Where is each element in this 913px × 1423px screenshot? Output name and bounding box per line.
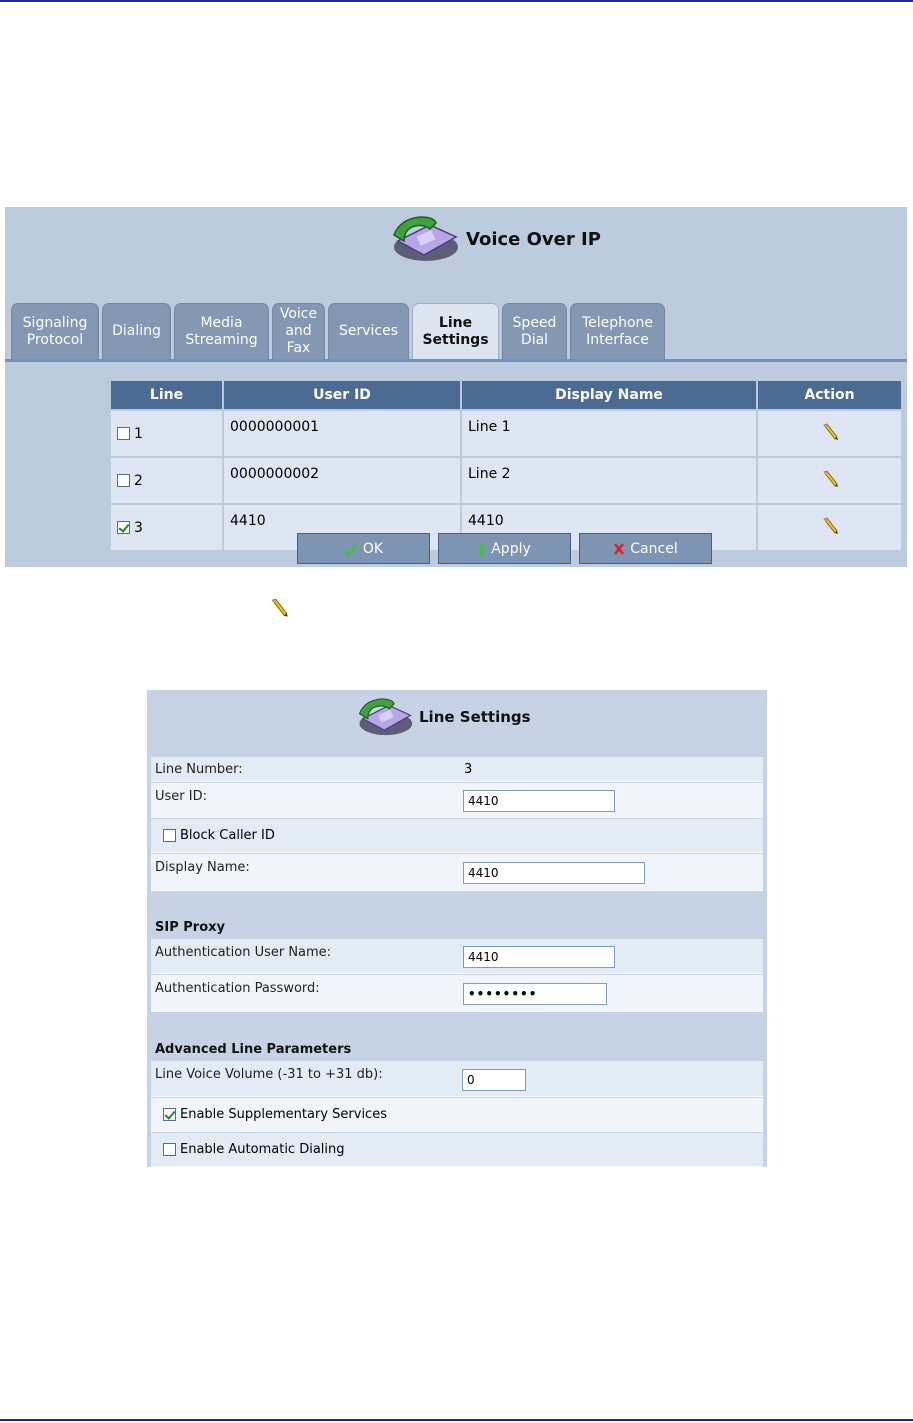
column-header-display-name: Display Name <box>461 380 757 410</box>
block-caller-id-checkbox[interactable] <box>163 829 176 842</box>
display-name-label: Display Name: <box>155 860 250 875</box>
page-bottom-rule <box>0 1419 913 1421</box>
line-cell <box>110 457 223 504</box>
action-cell <box>757 410 902 457</box>
automatic-dialing-checkbox[interactable] <box>163 1143 176 1156</box>
cancel-label: Cancel <box>630 540 678 557</box>
table-header-row <box>110 380 902 410</box>
supplementary-services-label: Enable Supplementary Services <box>180 1107 387 1122</box>
tab-telephone-interface[interactable]: Telephone Interface <box>570 303 665 359</box>
tab-line-settings[interactable]: Line Settings <box>412 303 499 359</box>
column-header-action: Action <box>757 380 902 410</box>
edit-pencil-icon[interactable] <box>820 516 840 536</box>
user-id-label: User ID: <box>155 789 207 804</box>
auth-password-row <box>151 975 763 1012</box>
block-caller-id-option <box>163 828 275 843</box>
display-name-row <box>151 854 763 891</box>
voip-tabs <box>11 303 668 359</box>
button-bar <box>297 533 712 564</box>
voip-title: Voice Over IP <box>466 228 601 250</box>
automatic-dialing-row <box>151 1133 763 1167</box>
column-header-user-id: User ID <box>223 380 461 410</box>
display-name-cell: Line 1 <box>461 410 757 457</box>
tab-signaling-protocol[interactable]: Signaling Protocol <box>11 303 99 359</box>
cancel-button[interactable] <box>579 533 712 564</box>
block-caller-id-row <box>151 819 763 853</box>
line-3-checkbox[interactable] <box>117 521 130 534</box>
cancel-x-icon <box>613 542 625 556</box>
display-name-cell: 4410 <box>461 504 757 551</box>
line-cell <box>110 410 223 457</box>
exclamation-icon <box>478 542 486 556</box>
action-cell <box>757 504 902 551</box>
table-row <box>110 457 902 504</box>
line-number: 1 <box>134 425 143 442</box>
action-cell <box>757 457 902 504</box>
tab-voice-and-fax[interactable]: Voice and Fax <box>272 303 325 359</box>
user-id-input[interactable] <box>463 790 615 812</box>
voice-volume-label: Line Voice Volume (-31 to +31 db): <box>155 1067 383 1082</box>
voice-volume-row <box>151 1061 763 1097</box>
automatic-dialing-label: Enable Automatic Dialing <box>180 1142 345 1157</box>
line-number-row <box>151 757 763 782</box>
line-2-checkbox[interactable] <box>117 474 130 487</box>
supplementary-services-option <box>163 1107 387 1122</box>
page-top-rule <box>0 0 913 2</box>
column-header-line: Line <box>110 380 223 410</box>
sip-proxy-heading: SIP Proxy <box>155 920 225 935</box>
display-name-cell: Line 2 <box>461 457 757 504</box>
block-caller-id-label: Block Caller ID <box>180 828 275 843</box>
user-id-cell: 0000000001 <box>223 410 461 457</box>
line-cell <box>110 504 223 551</box>
line-number: 2 <box>134 472 143 489</box>
edit-pencil-icon[interactable] <box>820 469 840 489</box>
user-id-cell: 4410 <box>223 504 461 551</box>
line-1-checkbox[interactable] <box>117 427 130 440</box>
tab-dialing[interactable]: Dialing <box>102 303 171 359</box>
apply-label: Apply <box>491 540 531 557</box>
check-icon <box>344 542 358 556</box>
auth-password-input[interactable] <box>463 983 607 1005</box>
supplementary-services-checkbox[interactable] <box>163 1108 176 1121</box>
auth-password-label: Authentication Password: <box>155 981 320 996</box>
table-row <box>110 410 902 457</box>
supplementary-services-row <box>151 1098 763 1132</box>
phone-icon <box>390 211 460 267</box>
line-settings-header <box>355 694 531 740</box>
line-number: 3 <box>134 519 143 536</box>
auth-user-label: Authentication User Name: <box>155 945 332 960</box>
line-settings-title: Line Settings <box>419 708 531 726</box>
user-id-row <box>151 783 763 818</box>
display-name-input[interactable] <box>463 862 645 884</box>
lines-table <box>109 379 903 552</box>
auth-user-input[interactable] <box>463 946 615 968</box>
line-settings-panel <box>147 690 767 1167</box>
voip-header <box>390 209 601 269</box>
line-number-label: Line Number: <box>155 762 243 777</box>
tab-services[interactable]: Services <box>328 303 409 359</box>
line-number-value: 3 <box>464 762 473 777</box>
edit-pencil-icon[interactable] <box>820 422 840 442</box>
tab-speed-dial[interactable]: Speed Dial <box>502 303 567 359</box>
ok-button[interactable] <box>297 533 430 564</box>
automatic-dialing-option <box>163 1142 345 1157</box>
edit-pencil-icon <box>268 597 290 619</box>
tab-underline <box>5 359 907 362</box>
tab-media-streaming[interactable]: Media Streaming <box>174 303 269 359</box>
auth-user-row <box>151 939 763 974</box>
voice-volume-input[interactable] <box>462 1069 526 1091</box>
apply-button[interactable] <box>438 533 571 564</box>
voip-panel <box>5 207 907 567</box>
ok-label: OK <box>362 540 384 557</box>
phone-icon <box>355 694 415 740</box>
advanced-line-parameters-heading: Advanced Line Parameters <box>155 1042 352 1057</box>
user-id-cell: 0000000002 <box>223 457 461 504</box>
